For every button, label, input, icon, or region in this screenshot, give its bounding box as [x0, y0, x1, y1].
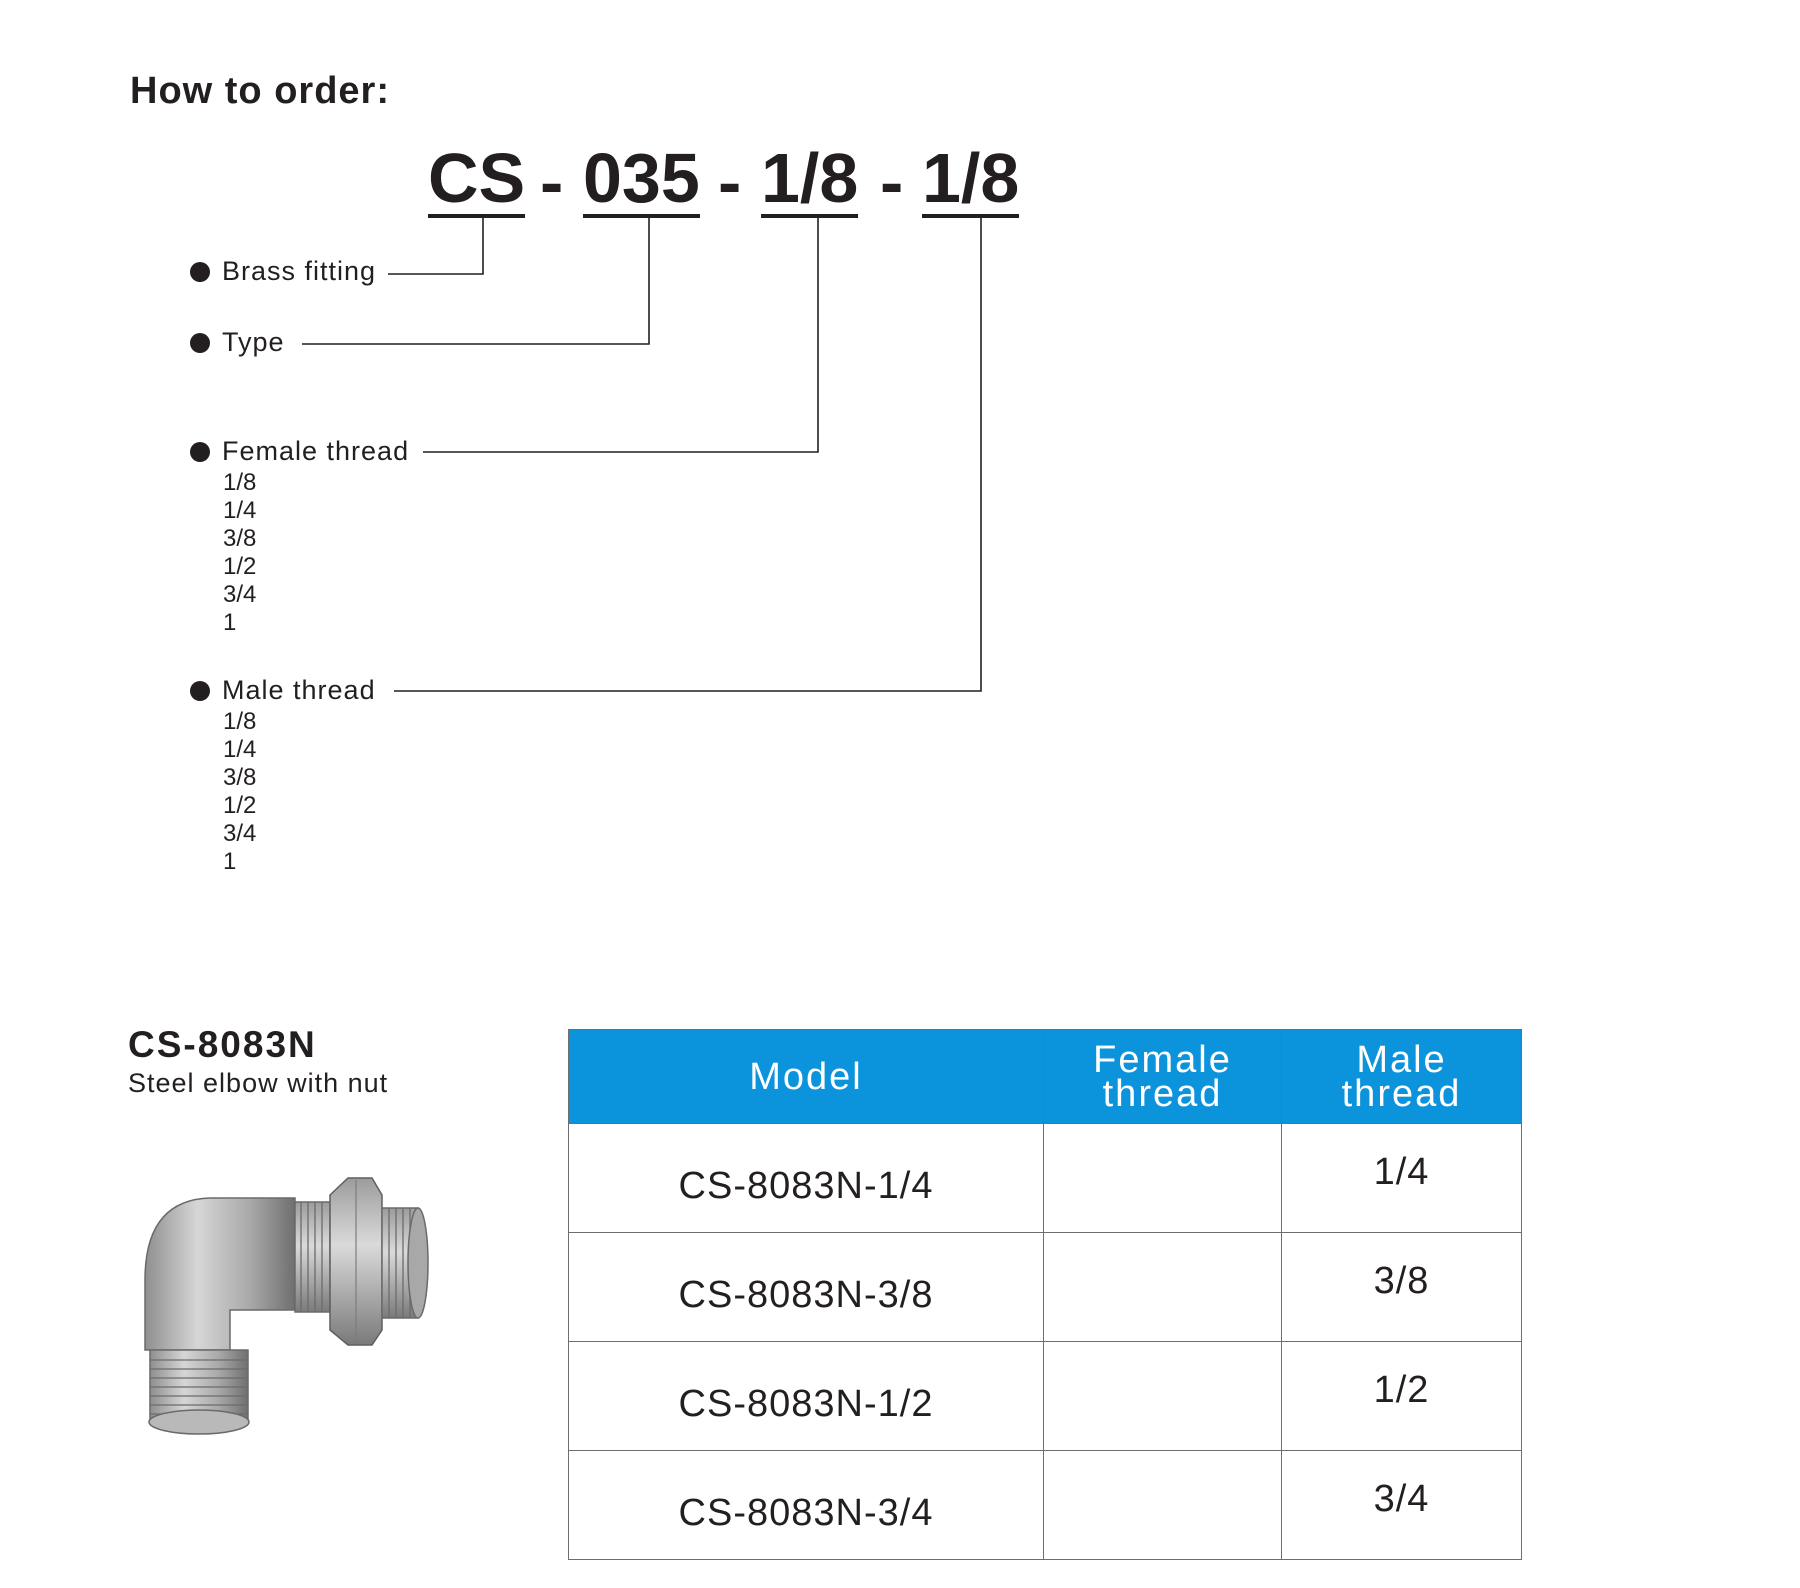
cell-female-thread	[1044, 1233, 1282, 1342]
connector-brass	[388, 215, 483, 274]
table-row	[569, 1233, 1522, 1342]
code-prefix: CS	[428, 139, 526, 217]
male-thread-options	[223, 708, 256, 876]
column-header-male-thread: Male thread	[1282, 1030, 1522, 1124]
cell-male-thread: 3/8	[1282, 1233, 1522, 1342]
option-item: 1/8	[223, 708, 257, 735]
cell-female-thread	[1044, 1342, 1282, 1451]
cell-female-thread	[1044, 1124, 1282, 1233]
option-item: 1/2	[223, 553, 257, 580]
option-item: 3/4	[223, 820, 257, 847]
code-male: 1/8	[922, 139, 1020, 217]
code-female: 1/8	[761, 139, 859, 217]
female-thread-options	[223, 469, 256, 637]
table-row	[569, 1342, 1522, 1451]
code-separator: -	[880, 143, 904, 221]
cell-male-thread: 1/4	[1282, 1124, 1522, 1233]
bullet-icon	[190, 333, 210, 353]
cell-model: CS-8083N-1/4	[569, 1124, 1044, 1233]
field-label-male-thread: Male thread	[222, 675, 376, 705]
code-type: 035	[583, 139, 700, 217]
bullet-icon	[190, 681, 210, 701]
cell-model: CS-8083N-3/8	[569, 1233, 1044, 1342]
column-header-female-thread: Female thread	[1044, 1030, 1282, 1124]
option-item: 1/4	[223, 736, 257, 763]
table-row	[569, 1124, 1522, 1233]
option-item: 3/8	[223, 525, 257, 552]
column-header-model: Model	[569, 1030, 1044, 1124]
steel-elbow-fitting-illustration	[120, 1160, 440, 1450]
code-separator: -	[540, 143, 564, 221]
product-model: CS-8083N	[128, 1024, 317, 1065]
cell-female-thread	[1044, 1451, 1282, 1560]
cell-model: CS-8083N-3/4	[569, 1451, 1044, 1560]
table-header-row	[569, 1030, 1522, 1124]
code-separator: -	[718, 143, 742, 221]
option-item: 1	[223, 848, 237, 875]
cell-male-thread: 3/4	[1282, 1451, 1522, 1560]
product-description: Steel elbow with nut	[128, 1068, 389, 1098]
table-row	[569, 1451, 1522, 1560]
bullet-icon	[190, 442, 210, 462]
field-label-type: Type	[222, 327, 285, 357]
connector-female	[423, 215, 818, 452]
field-label-brass-fitting: Brass fitting	[222, 256, 377, 286]
option-item: 3/4	[223, 581, 257, 608]
option-item: 1/4	[223, 497, 257, 524]
cell-model: CS-8083N-1/2	[569, 1342, 1044, 1451]
option-item: 1	[223, 609, 237, 636]
option-item: 1/8	[223, 469, 257, 496]
model-spec-table	[568, 1029, 1522, 1560]
section-title: How to order:	[130, 70, 390, 112]
bullet-icon	[190, 262, 210, 282]
connector-male	[394, 215, 981, 691]
option-item: 3/8	[223, 764, 257, 791]
field-label-female-thread: Female thread	[222, 436, 410, 466]
cell-male-thread: 1/2	[1282, 1342, 1522, 1451]
option-item: 1/2	[223, 792, 257, 819]
